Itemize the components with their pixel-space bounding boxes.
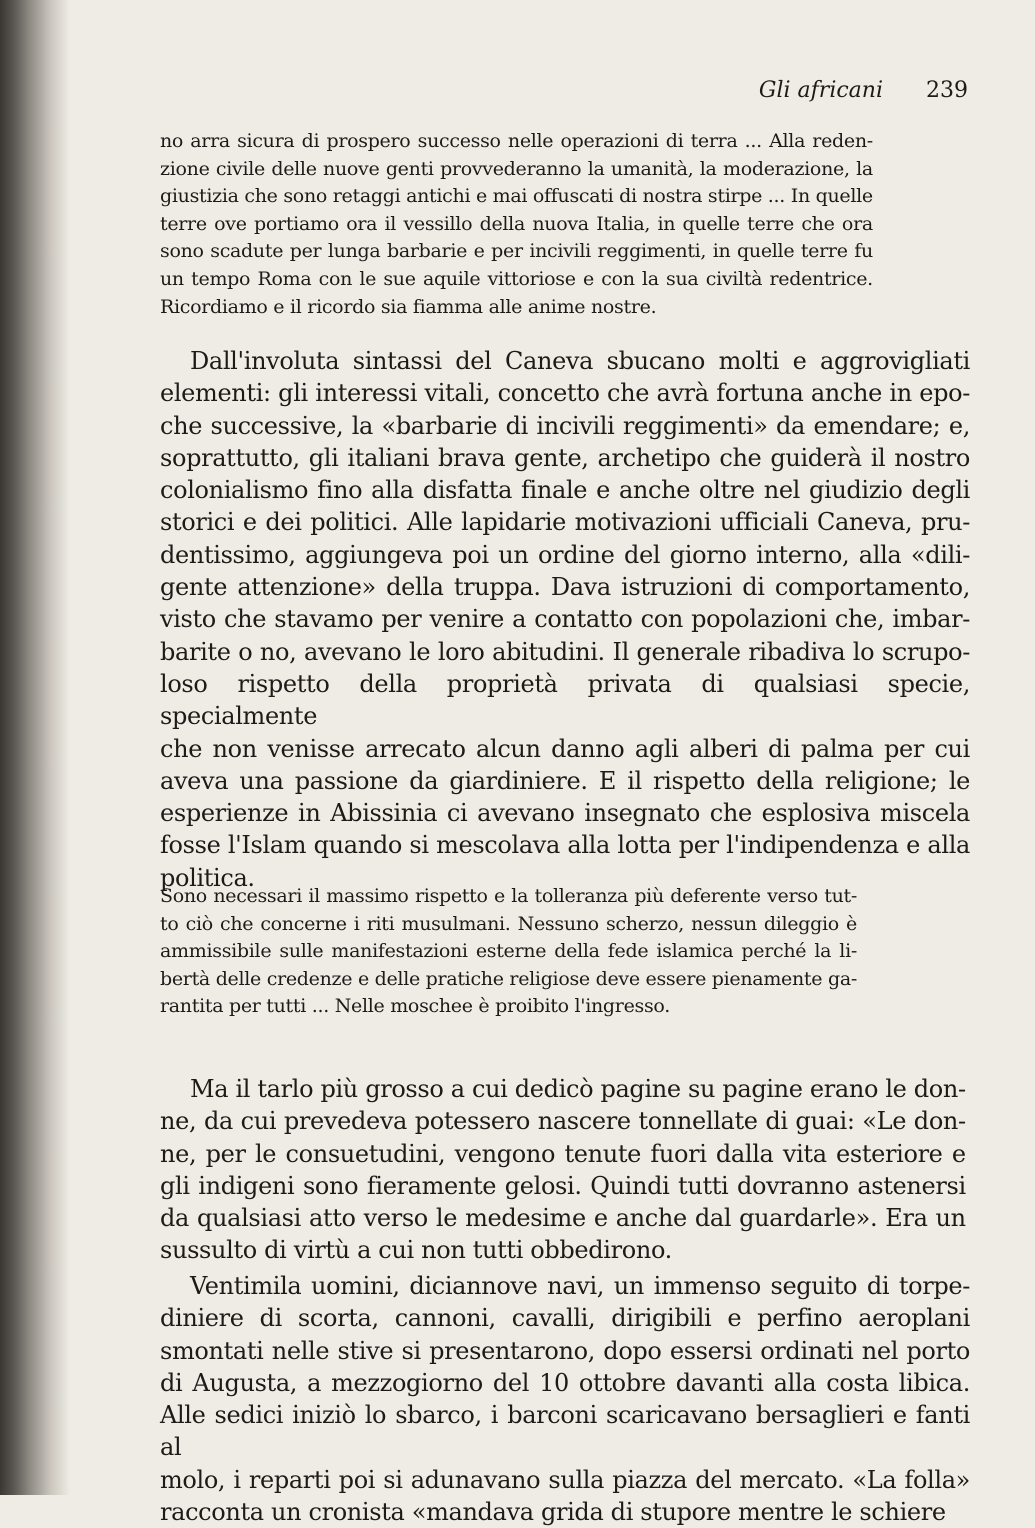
book-gutter-shadow — [0, 0, 70, 1495]
text-line: Ventimila uomini, diciannove navi, un immenso seguito di torpe- — [190, 1272, 970, 1300]
page-number: 239 — [926, 78, 968, 103]
text-line: elementi: gli interessi vitali, concetto che avrà fortuna anche in epo- — [160, 379, 970, 408]
text-line: barite o no, avevano le loro abitudini. Il generale ribadiva lo scrupo- — [160, 637, 970, 666]
text-line: Dall'involuta sintassi del Caneva sbucano molti e aggrovigliati — [190, 347, 970, 375]
text-line: bertà delle credenze e delle pratiche religiose deve essere pienamente ga- — [160, 967, 857, 990]
text-line: che non venisse arrecato alcun danno agli alberi di palma per cui — [160, 734, 970, 763]
text-line: Alle sedici iniziò lo sbarco, i barconi scaricavano bersaglieri e fanti al — [160, 1401, 970, 1462]
block-quote-religious-respect — [160, 883, 857, 1021]
text-line: dentissimo, aggiungeva poi un ordine del giorno interno, alla «dili- — [160, 540, 970, 569]
paragraph-caneva-syntax — [160, 345, 970, 894]
text-line: fosse l'Islam quando si mescolava alla lotta per l'indipendenza e alla — [160, 831, 970, 860]
text-line: diniere di scorta, cannoni, cavalli, dirigibili e perfino aeroplani — [160, 1304, 970, 1333]
text-line: da qualsiasi atto verso le medesime e anche dal guardarle». Era un — [160, 1204, 966, 1233]
text-line: colonialismo fino alla disfatta finale e anche oltre nel giudizio degli — [160, 476, 970, 505]
text-line: ne, da cui prevedeva potessero nascere tonnellate di guai: «Le don- — [160, 1107, 966, 1136]
text-line: storici e dei politici. Alle lapidarie motivazioni ufficiali Caneva, pru- — [160, 508, 970, 537]
text-line: to ciò che concerne i riti musulmani. Nessuno scherzo, nessun dileggio è — [160, 912, 857, 935]
text-line: racconta un cronista «mandava grida di stupore mentre le schiere — [160, 1498, 946, 1527]
text-line: ammissibile sulle manifestazioni esterne della fede islamica perché la li- — [160, 940, 857, 963]
text-line: rantita per tutti ... Nelle moschee è proibito l'ingresso. — [160, 995, 670, 1018]
text-line: di Augusta, a mezzogiorno del 10 ottobre davanti alla costa libica. — [160, 1368, 970, 1397]
running-header — [759, 76, 968, 106]
text-line: Ma il tarlo più grosso a cui dedicò pagine su pagine erano le don- — [190, 1075, 966, 1103]
text-line: zione civile delle nuove genti provvederanno la umanità, la moderazione, la — [160, 157, 873, 180]
text-line: sono scadute per lunga barbarie e per incivili reggimenti, in quelle terre fu — [160, 240, 873, 263]
text-line: Sono necessari il massimo rispetto e la tolleranza più deferente verso tut- — [160, 885, 857, 907]
text-line: aveva una passione da giardiniere. E il rispetto della religione; le — [160, 766, 970, 795]
text-line: terre ove portiamo ora il vessillo della nuova Italia, in quelle terre che ora — [160, 212, 873, 235]
book-page — [160, 0, 970, 1527]
text-line: soprattutto, gli italiani brava gente, archetipo che guiderà il nostro — [160, 443, 970, 472]
paragraph-landing — [160, 1270, 970, 1528]
block-quote-caneva-proclamation — [160, 128, 873, 321]
text-line: politica. — [160, 863, 255, 892]
text-line: che successive, la «barbarie di incivili reggimenti» da emendare; e, — [160, 411, 970, 440]
text-line: un tempo Roma con le sue aquile vittoriose e con la sua civiltà redentrice. — [160, 267, 873, 290]
text-line: visto che stavamo per venire a contatto con popolazioni che, imbar- — [160, 605, 970, 634]
text-line: ne, per le consuetudini, vengono tenute fuori dalla vita esteriore e — [160, 1139, 966, 1168]
text-line: sussulto di virtù a cui non tutti obbedirono. — [160, 1236, 672, 1265]
paragraph-women — [160, 1073, 966, 1267]
text-line: no arra sicura di prospero successo nelle operazioni di terra ... Alla reden- — [160, 130, 873, 152]
text-line: giustizia che sono retaggi antichi e mai offuscati di nostra stirpe ... In quelle — [160, 185, 873, 208]
running-title: Gli africani — [758, 78, 883, 103]
text-line: esperienze in Abissinia ci avevano insegnato che esplosiva miscela — [160, 799, 970, 828]
text-line: smontati nelle stive si presentarono, dopo essersi ordinati nel porto — [160, 1336, 970, 1365]
text-line: Ricordiamo e il ricordo sia fiamma alle anime nostre. — [160, 295, 657, 318]
text-line: gli indigeni sono fieramente gelosi. Quindi tutti dovranno astenersi — [160, 1171, 966, 1200]
text-line: gente attenzione» della truppa. Dava istruzioni di comportamento, — [160, 573, 970, 602]
text-line: loso rispetto della proprietà privata di qualsiasi specie, specialmente — [160, 669, 970, 731]
text-line: molo, i reparti poi si adunavano sulla piazza del mercato. «La folla» — [160, 1465, 970, 1494]
